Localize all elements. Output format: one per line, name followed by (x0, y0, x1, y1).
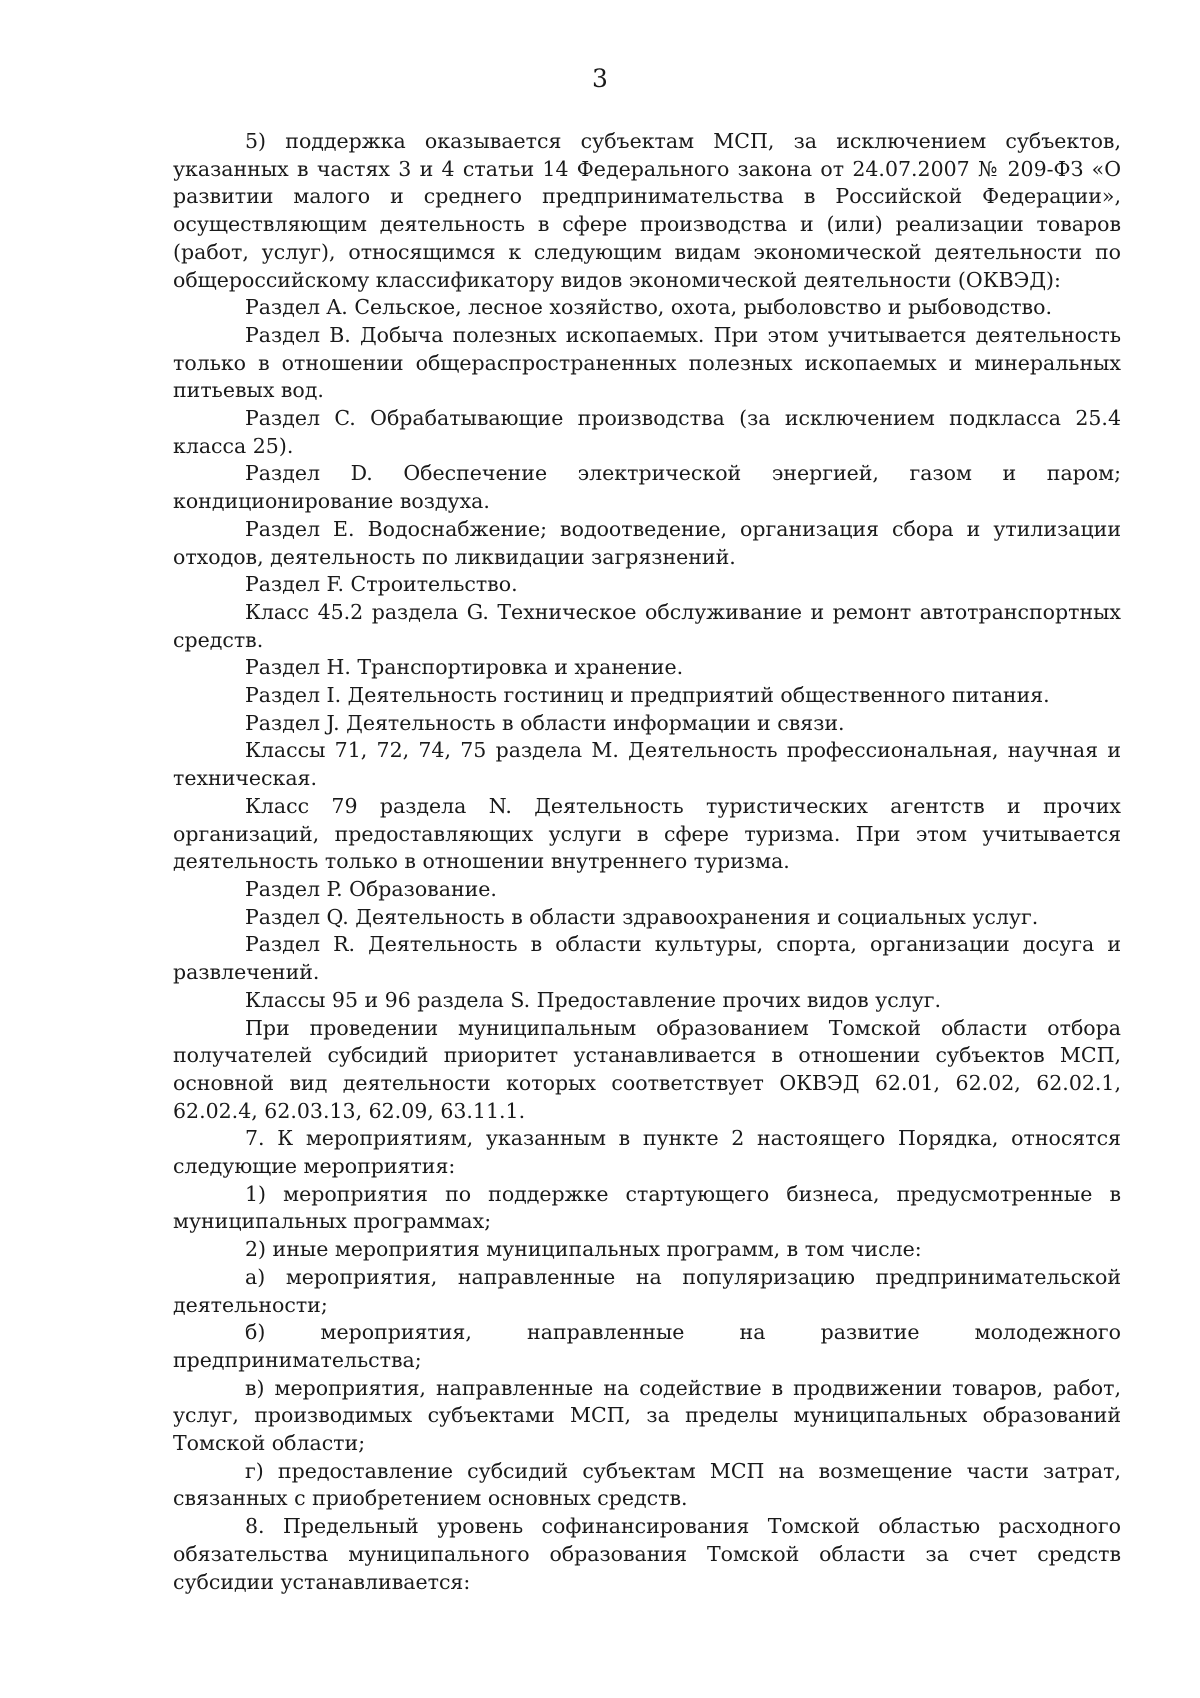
paragraph-section-p: Раздел P. Образование. (245, 876, 497, 901)
paragraph-section-e: Раздел E. Водоснабжение; водоотведение, организация сбора и утилизации отходов, деятельность по ликвидации загрязнений. (173, 516, 1121, 569)
paragraph-section-b: Раздел B. Добыча полезных ископаемых. При этом учитывается деятельность только в отношении общераспространенных полезных ископаемых и минеральных питьевых вод. (173, 322, 1121, 403)
paragraph-subitem-1: 1) мероприятия по поддержке стартующего бизнеса, предусмотренные в муниципальных программах; (173, 1181, 1121, 1234)
paragraph-section-r: Раздел R. Деятельность в области культуры, спорта, организации досуга и развлечений. (173, 932, 1121, 985)
paragraph-section-a: Раздел A. Сельское, лесное хозяйство, охота, рыболовство и рыбоводство. (245, 295, 1052, 320)
paragraph-section-f: Раздел F. Строительство. (245, 572, 518, 597)
paragraph-section-d: Раздел D. Обеспечение электрической энергией, газом и паром; кондиционирование воздуха. (173, 461, 1121, 514)
paragraph-item-8: 8. Предельный уровень софинансирования Томской областью расходного обязательства муниципального образования Томской области за счет средств субсидии устанавливается: (173, 1514, 1121, 1594)
paragraph-section-n: Класс 79 раздела N. Деятельность туристических агентств и прочих организаций, предоставляющих услуги в сфере туризма. При этом учитывается деятельность только в отношении внутреннего туризма. (173, 793, 1121, 874)
paragraph-class-45-2: Класс 45.2 раздела G. Техническое обслуживание и ремонт автотранспортных средств. (173, 599, 1121, 652)
paragraph-subitem-2: 2) иные мероприятия муниципальных программ, в том числе: (245, 1237, 922, 1262)
paragraph-section-s: Классы 95 и 96 раздела S. Предоставление прочих видов услуг. (245, 987, 942, 1012)
paragraph-section-j: Раздел J. Деятельность в области информации и связи. (245, 710, 845, 735)
paragraph-section-i: Раздел I. Деятельность гостиниц и предприятий общественного питания. (245, 683, 1050, 708)
paragraph-subitem-b: б) мероприятия, направленные на развитие молодежного предпринимательства; (173, 1320, 1121, 1372)
paragraph-subitem-a: а) мероприятия, направленные на популяризацию предпринимательской деятельности; (173, 1264, 1121, 1317)
paragraph-section-h: Раздел H. Транспортировка и хранение. (245, 655, 684, 680)
paragraph-item-5: 5) поддержка оказывается субъектам МСП, за исключением субъектов, указанных в частях 3 и 4 статьи 14 Федерального закона от 24.07.2007 № 209-ФЗ «О развитии малого и среднего предпринимательства в Российской Федерации», осуществляющим деятельность в сфере производства и (или) реализации товаров (работ, услуг), относящимся к следующим видам экономической деятельности по общероссийскому классификатору видов экономической деятельности (ОКВЭД): (173, 129, 1121, 292)
paragraph-section-m: Классы 71, 72, 74, 75 раздела M. Деятельность профессиональная, научная и техническая. (173, 738, 1121, 791)
page-number: 3 (592, 64, 608, 93)
paragraph-subitem-g: г) предоставление субсидий субъектам МСП на возмещение части затрат, связанных с приобретением основных средств. (173, 1458, 1121, 1511)
paragraph-section-q: Раздел Q. Деятельность в области здравоохранения и социальных услуг. (245, 904, 1039, 929)
paragraph-item-7: 7. К мероприятиям, указанным в пункте 2 настоящего Порядка, относятся следующие мероприятия: (173, 1126, 1121, 1179)
paragraph-section-c: Раздел C. Обрабатывающие производства (за исключением подкласса 25.4 класса 25). (173, 406, 1121, 458)
document-body (173, 128, 1121, 1596)
paragraph-priority: При проведении муниципальным образованием Томской области отбора получателей субсидий приоритет устанавливается в отношении субъектов МСП, основной вид деятельности которых соответствует ОКВЭД 62.01, 62.02, 62.02.1, 62.02.4, 62.03.13, 62.09, 63.11.1. (173, 1015, 1121, 1123)
paragraph-subitem-v: в) мероприятия, направленные на содействие в продвижении товаров, работ, услуг, производимых субъектами МСП, за пределы муниципальных образований Томской области; (173, 1375, 1121, 1456)
